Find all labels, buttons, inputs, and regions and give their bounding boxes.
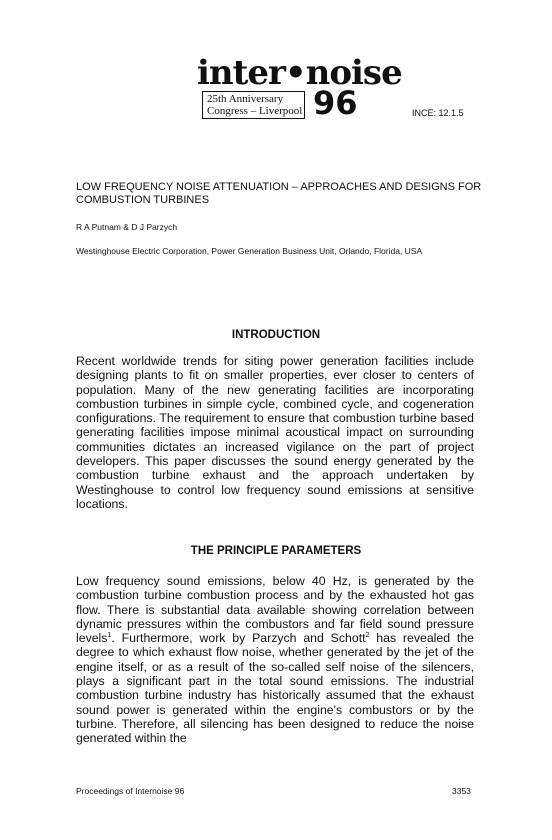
introduction-heading: INTRODUCTION [231,329,321,341]
logo-box-line1: 25th Anniversary [207,93,284,105]
paragraph-text-part: has revealed the degree to which exhaust flow noise, whether generated by the jet of the engine itself, or as a result of the so-called self noise of the silencers, plays a significant part in the total sound emissions. The industrial combustion turbine industry has historically assumed that the exhaust sound power is generated within the engine's combustors or by the turbine. Therefore, all silencing has been designed to reduce the noise generated within the [76,631,474,746]
logo-anniversary-box [202,91,305,119]
paper-title: LOW FREQUENCY NOISE ATTENUATION – APPROACHES AND DESIGNS FOR COMBUSTION TURBINES [76,181,482,206]
footer-proceedings: Proceedings of Internoise 96 [76,786,185,796]
logo-wordmark: inter•noise [197,53,402,93]
introduction-paragraph: Recent worldwide trends for siting power generation facilities include designing plants to fit on smaller properties, ever closer to centers of population. Many of the new generating facilities are incorporating combustion turbines in simple cycle, combined cycle, and cogeneration configurations. The requirement to ensure that combustion turbine based generating facilities impose minimal acoustical impact on surrounding communities dictates an increased vigilance on the part of project developers. This paper discusses the sound energy generated by the combustion turbine exhaust and the approach undertaken by Westinghouse to control low frequency sound emissions at sensitive locations. [76,354,474,511]
principle-parameters-paragraph [76,574,474,746]
internoise-logo [195,53,402,122]
reference-1-marker: 1 [107,632,112,640]
paper-authors: R A Putnam & D J Parzych [76,222,178,232]
paragraph-text-part: . Furthermore, work by Parzych and Schott [111,631,366,646]
logo-year: 96 [313,84,358,122]
paragraph-text-part: Low frequency sound emissions, below 40 Hz, is generated by the combustion turbine combustion process and by the exhausted hot gas flow. There is substantial data available showing correlation between dynamic pressures within the combustors and far field sound pressure levels [76,574,474,646]
author-affiliation: Westinghouse Electric Corporation, Power Generation Business Unit, Orlando, Florida, USA [76,246,423,256]
ince-code: INCE: 12.1.5 [412,108,464,118]
logo-box-line2: Congress – Liverpool [207,105,303,117]
page-number: 3353 [452,786,471,796]
principle-parameters-heading: THE PRINCIPLE PARAMETERS [190,545,362,557]
reference-2-marker: 2 [365,632,370,640]
